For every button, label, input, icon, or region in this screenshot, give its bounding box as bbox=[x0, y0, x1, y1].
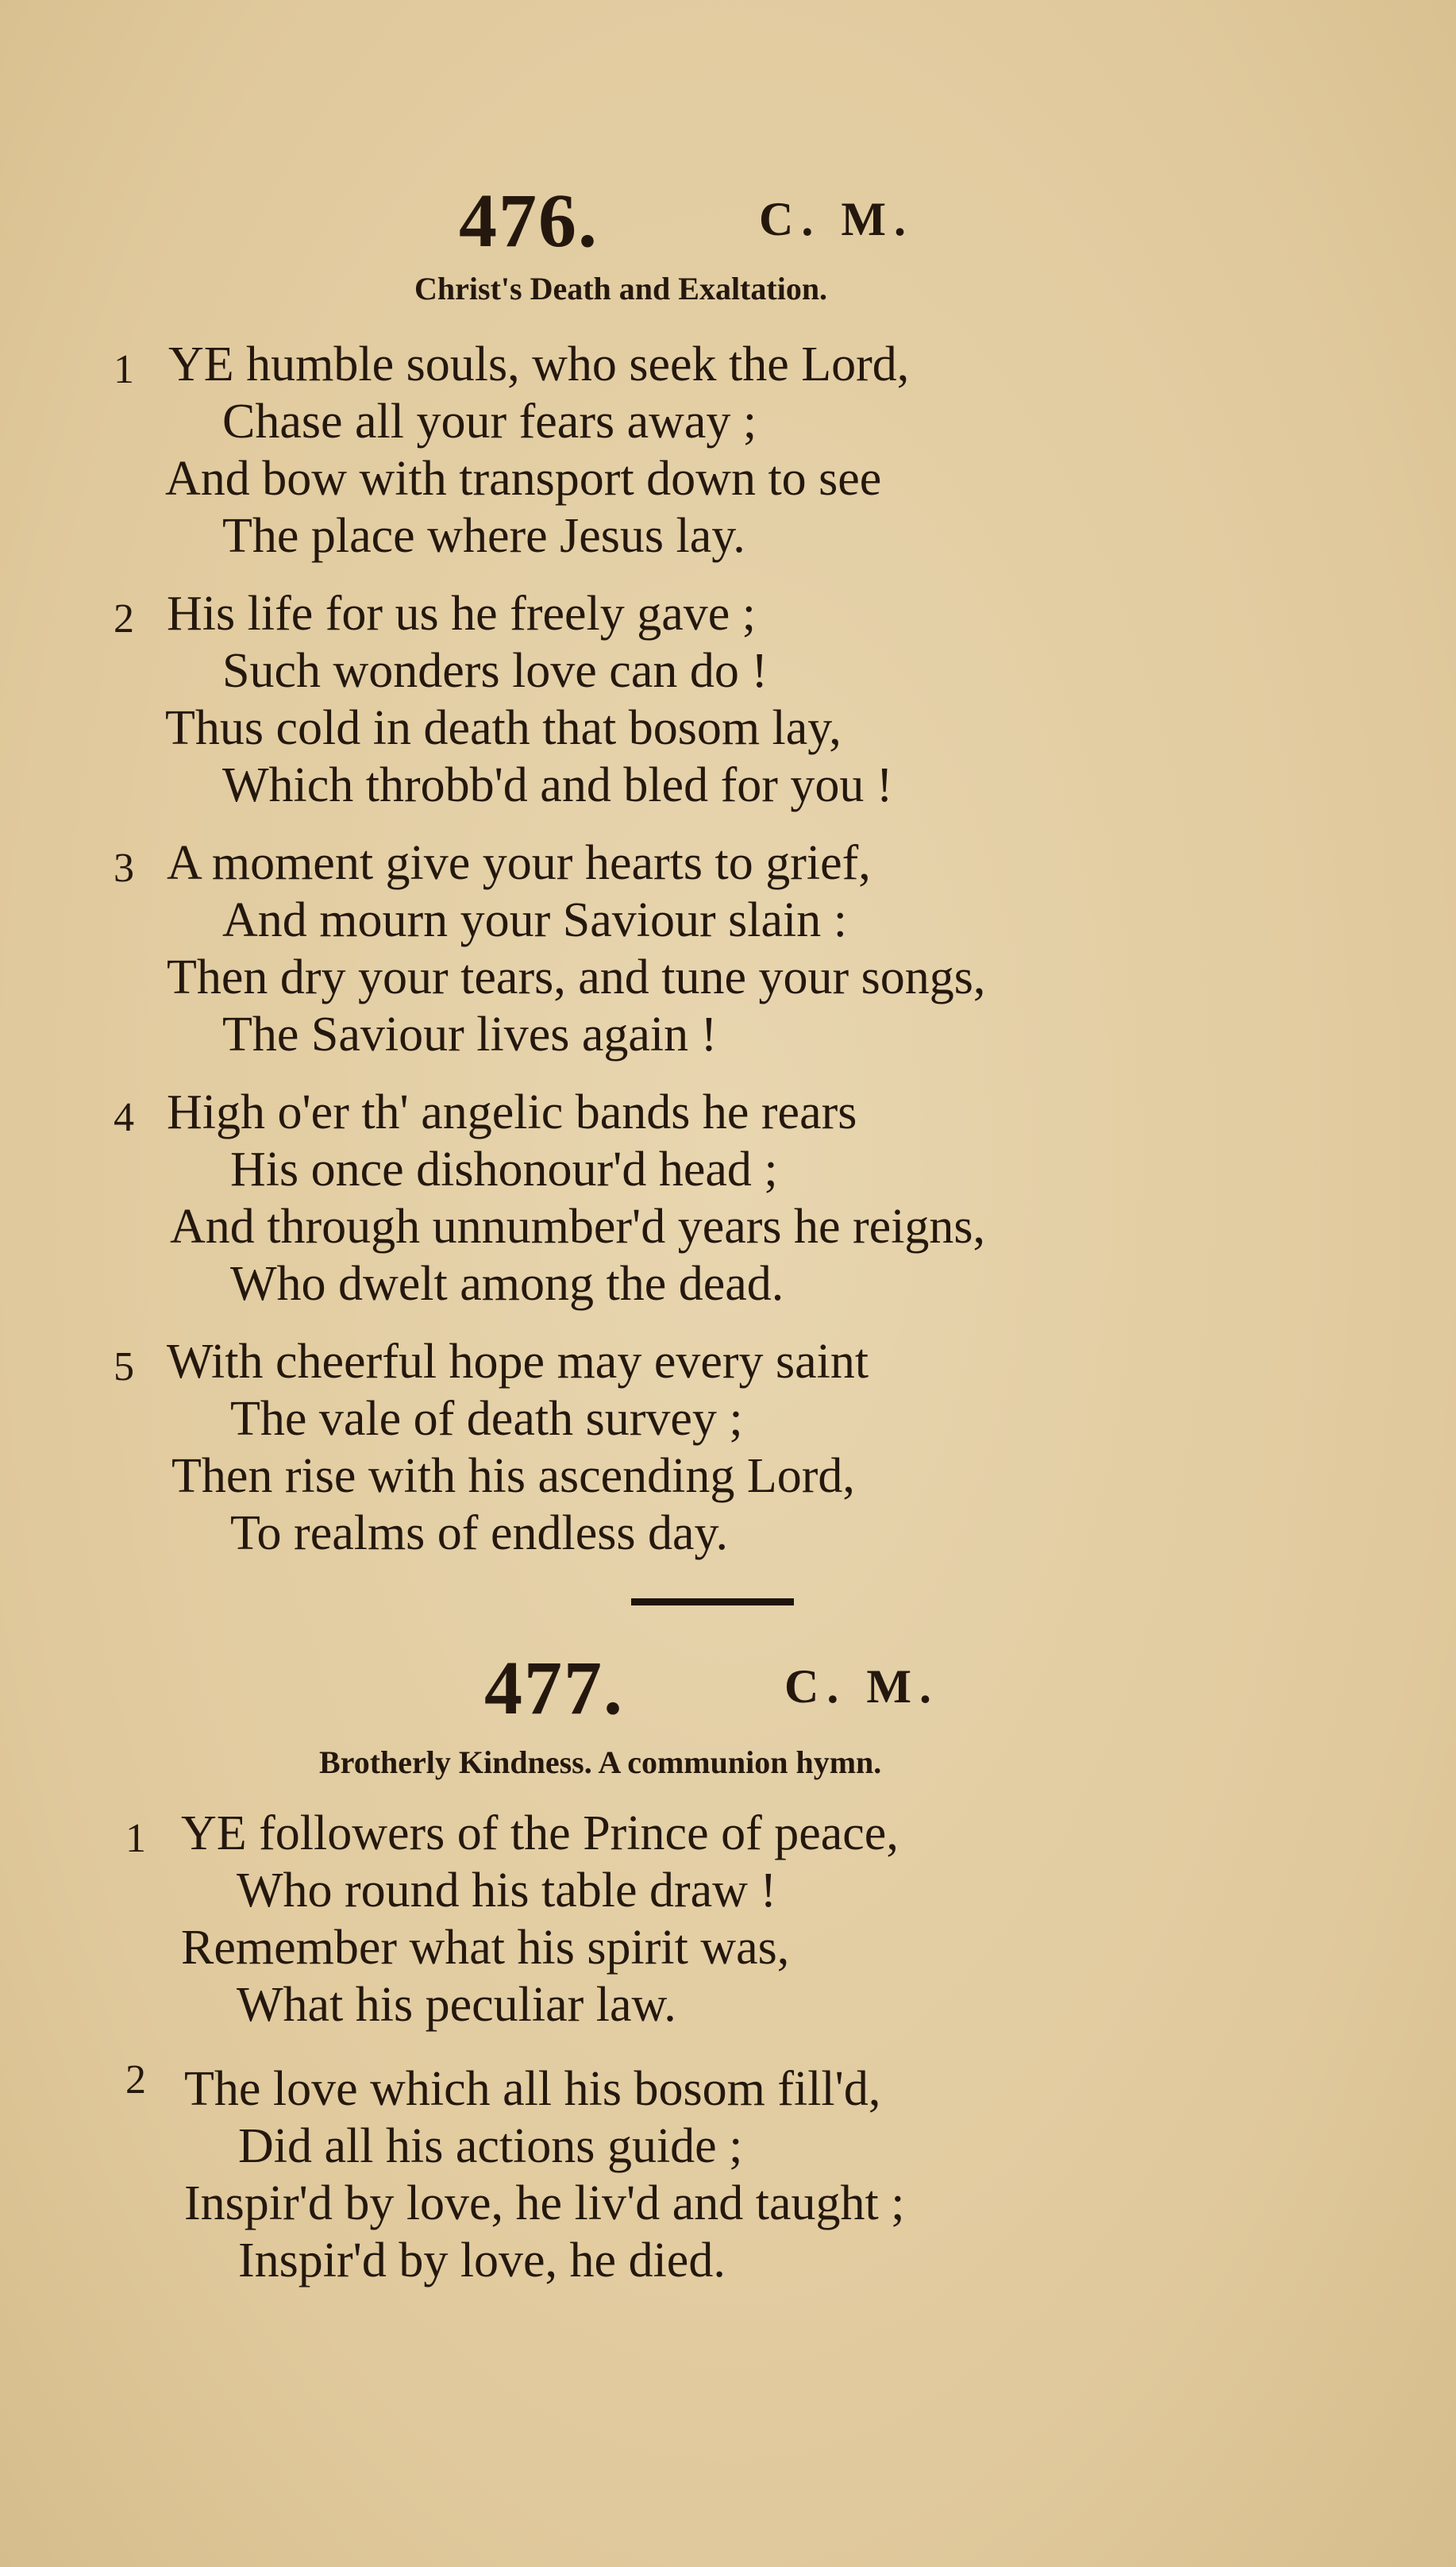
hymn-subtitle: Brotherly Kindness. A communion hymn. bbox=[319, 1744, 882, 1780]
verse-line: Who round his table draw ! bbox=[237, 1864, 777, 1918]
verse-line: The Saviour lives again ! bbox=[222, 1008, 718, 1062]
hymn-number: 476. bbox=[459, 178, 599, 263]
verse-line: Did all his actions guide ; bbox=[238, 2119, 743, 2173]
verse-line: Remember what his spirit was, bbox=[181, 1921, 790, 1975]
verse-line: Which throbb'd and bled for you ! bbox=[222, 758, 893, 812]
verse-line: To realms of endless day. bbox=[230, 1506, 728, 1560]
hymn-meter: C. M. bbox=[759, 193, 914, 245]
verse-line: And mourn your Saviour slain : bbox=[222, 893, 847, 947]
hymn-meter: C. M. bbox=[784, 1660, 939, 1713]
hymn-number: 477. bbox=[484, 1645, 624, 1730]
verse-line: And through unnumber'd years he reigns, bbox=[170, 1200, 986, 1254]
verse-number: 5 bbox=[114, 1344, 134, 1389]
verse-line: Then dry your tears, and tune your songs, bbox=[167, 950, 986, 1004]
verse-line: With cheerful hope may every saint bbox=[167, 1335, 869, 1389]
hymn-divider-rule bbox=[631, 1598, 794, 1605]
verse-line: His life for us he freely gave ; bbox=[167, 587, 757, 641]
verse-line: What his peculiar law. bbox=[237, 1978, 676, 2032]
verse-line: Inspir'd by love, he liv'd and taught ; bbox=[184, 2176, 905, 2230]
verse-line: The place where Jesus lay. bbox=[222, 509, 745, 563]
verse-number: 4 bbox=[114, 1095, 134, 1140]
verse-number: 1 bbox=[125, 1816, 146, 1861]
verse-number: 1 bbox=[114, 347, 134, 392]
verse-line: YE humble souls, who seek the Lord, bbox=[168, 337, 910, 391]
verse-line: Such wonders love can do ! bbox=[222, 644, 768, 698]
verse-number: 2 bbox=[114, 596, 134, 642]
verse-line: The love which all his bosom fill'd, bbox=[184, 2062, 881, 2116]
verse-line: A moment give your hearts to grief, bbox=[167, 836, 871, 890]
verse-line: YE followers of the Prince of peace, bbox=[181, 1806, 899, 1860]
verse-line: And bow with transport down to see bbox=[165, 452, 882, 506]
verse-number: 3 bbox=[114, 846, 134, 891]
verse-line: Inspir'd by love, he died. bbox=[238, 2234, 726, 2288]
verse-line: Thus cold in death that bosom lay, bbox=[165, 701, 842, 755]
verse-line: Who dwelt among the dead. bbox=[230, 1257, 784, 1311]
verse-line: His once dishonour'd head ; bbox=[230, 1143, 778, 1197]
verse-number: 2 bbox=[125, 2057, 146, 2103]
verse-line: Chase all your fears away ; bbox=[222, 395, 757, 449]
verse-line: High o'er th' angelic bands he rears bbox=[167, 1085, 857, 1139]
verse-line: The vale of death survey ; bbox=[230, 1392, 743, 1446]
hymn-subtitle: Christ's Death and Exaltation. bbox=[414, 271, 828, 306]
verse-line: Then rise with his ascending Lord, bbox=[171, 1449, 855, 1503]
